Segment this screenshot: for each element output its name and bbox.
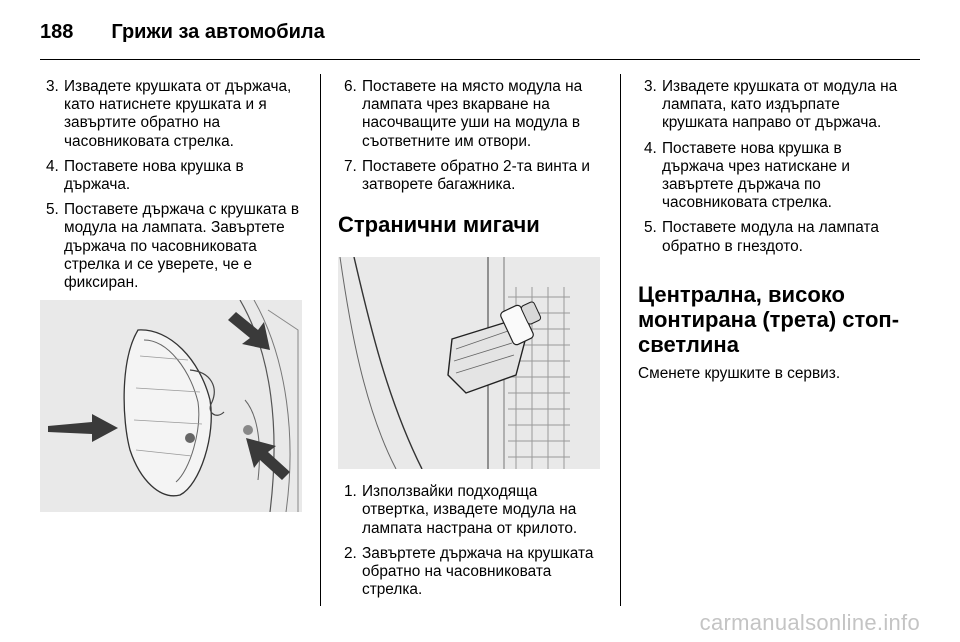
header-divider — [40, 59, 920, 60]
body-text: Сменете крушките в сервиз. — [638, 364, 841, 382]
tail-lamp-drawing — [40, 300, 302, 512]
step-number: 4. — [644, 139, 657, 157]
step-text: Поставете държача с крушката в модула на лампата. Завъртете държача по часовниковата стрелка и се уверете, че е фиксиран. — [64, 201, 300, 292]
page-title: Грижи за автомобила — [111, 20, 325, 43]
column-divider-1 — [320, 74, 321, 606]
step-number: 7. — [344, 157, 357, 175]
list-item — [638, 78, 900, 133]
list-item — [338, 483, 604, 538]
section-heading: Странични мигачи — [338, 212, 540, 238]
page-header — [40, 14, 325, 50]
step-text: Поставете на място модула на лампата чрез вкарване на насочващите уши на модула в съответните им отвори. — [362, 78, 583, 150]
step-text: Поставете нова крушка в държача. — [64, 157, 244, 194]
watermark: carmanualsonline.info — [699, 610, 920, 635]
list-item — [40, 158, 308, 194]
page-number: 188 — [40, 20, 74, 43]
list-item — [338, 78, 604, 151]
step-number: 5. — [644, 219, 657, 237]
step-number: 4. — [46, 157, 59, 175]
step-number: 3. — [46, 78, 59, 95]
side-indicator-drawing — [338, 257, 600, 469]
step-text: Извадете крушката от модула на лампата, като издърпате крушката направо от държача. — [662, 78, 898, 132]
step-text: Извадете крушката от държача, като натиснете крушката и я завъртите обратно на часовниковата стрелка. — [64, 78, 292, 150]
step-text: Поставете модула на лампата обратно в гнездото. — [662, 219, 879, 255]
column-1 — [40, 78, 308, 512]
step-number: 3. — [644, 78, 657, 95]
side-indicator-illustration — [338, 257, 600, 469]
step-number: 6. — [344, 78, 357, 95]
list-item — [638, 140, 900, 213]
column-3 — [638, 78, 900, 383]
steps-list — [638, 78, 900, 256]
step-number: 2. — [344, 544, 357, 562]
list-item — [40, 201, 308, 292]
steps-list — [40, 78, 308, 292]
steps-list — [338, 483, 604, 599]
column-2 — [338, 78, 604, 606]
section-heading: Централна, високо монтирана (трета) стоп-светлина — [638, 281, 900, 357]
list-item — [338, 158, 604, 194]
step-text: Поставете нова крушка в държача чрез натискане и завъртете държача по часовниковата стрелка. — [662, 139, 850, 212]
tail-lamp-illustration — [40, 300, 302, 512]
step-number: 1. — [344, 483, 357, 501]
step-text: Използвайки подходяща отвертка, извадете модула на лампата настрана от крилото. — [362, 483, 578, 537]
list-item — [638, 219, 900, 255]
step-number: 5. — [46, 201, 59, 219]
column-divider-2 — [620, 74, 621, 606]
list-item — [338, 545, 604, 600]
step-text: Завъртете държача на крушката обратно на часовниковата стрелка. — [362, 544, 594, 599]
step-text: Поставете обратно 2-та винта и затворете багажника. — [362, 157, 591, 194]
steps-list — [338, 78, 604, 194]
list-item — [40, 78, 308, 151]
